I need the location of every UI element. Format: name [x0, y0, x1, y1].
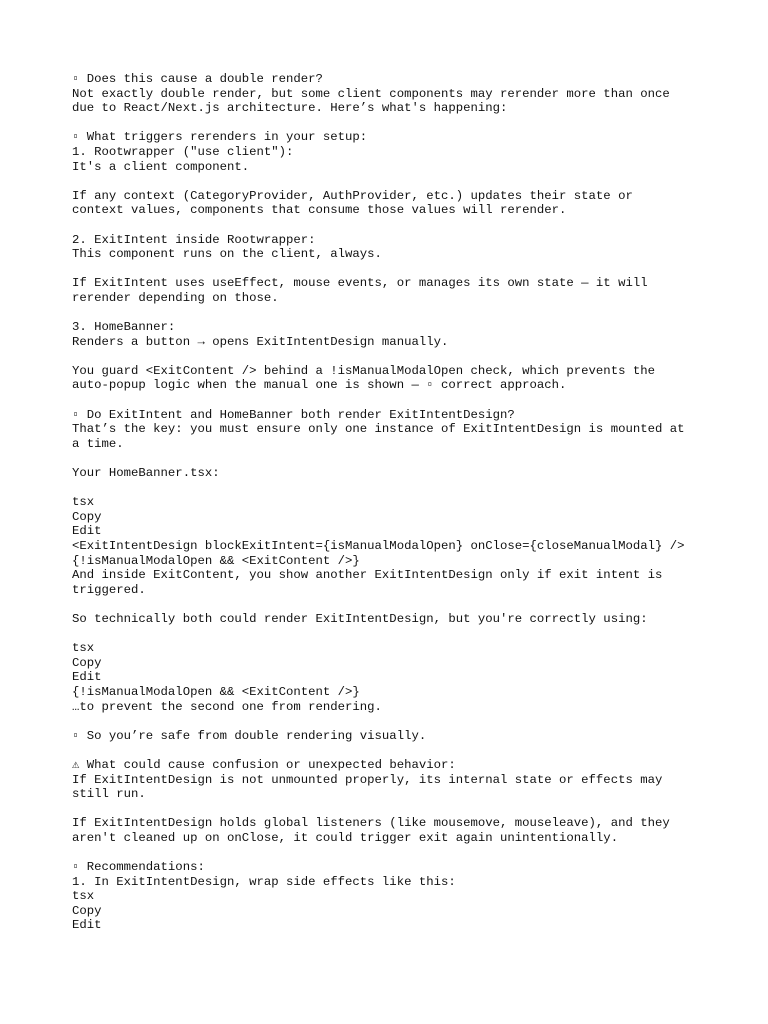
paragraph	[72, 233, 768, 262]
text-line: rerender depending on those.	[72, 290, 279, 305]
text-line: Copy	[72, 655, 102, 670]
text-line: Copy	[72, 903, 102, 918]
text-line: tsx	[72, 495, 95, 510]
text-line: Renders a button → opens ExitIntentDesign manually.	[72, 334, 449, 349]
paragraph	[72, 758, 768, 802]
text-line: If any context (CategoryProvider, AuthProvider, etc.) updates their state or	[72, 188, 633, 203]
text-line: tsx	[72, 641, 95, 656]
text-line: And inside ExitContent, you show another ExitIntentDesign only if exit intent is	[72, 568, 663, 583]
paragraph	[72, 408, 768, 452]
text-line: Edit	[72, 670, 102, 685]
text-line: a time.	[72, 436, 124, 451]
text-line: 2. ExitIntent inside Rootwrapper:	[72, 232, 316, 247]
text-line: ▫ What triggers rerenders in your setup:	[72, 130, 368, 145]
text-line: It's a client component.	[72, 159, 250, 174]
text-line: If ExitIntent uses useEffect, mouse events, or manages its own state — it will	[72, 276, 648, 291]
document-body	[72, 72, 768, 933]
text-line: triggered.	[72, 582, 146, 597]
paragraph	[72, 816, 768, 845]
text-line: ▫ Does this cause a double render?	[72, 72, 323, 86]
paragraph	[72, 364, 768, 393]
paragraph	[72, 320, 768, 349]
text-line: …to prevent the second one from rendering.	[72, 699, 382, 714]
paragraph	[72, 72, 768, 116]
text-line: ▫ Recommendations:	[72, 860, 205, 875]
text-line: ▫ Do ExitIntent and HomeBanner both render ExitIntentDesign?	[72, 407, 515, 422]
paragraph	[72, 729, 768, 744]
paragraph	[72, 641, 768, 714]
text-line: tsx	[72, 889, 95, 904]
text-line: If ExitIntentDesign holds global listeners (like mousemove, mouseleave), and they	[72, 816, 670, 831]
text-line: aren't cleaned up on onClose, it could trigger exit again unintentionally.	[72, 830, 619, 845]
text-line: Your HomeBanner.tsx:	[72, 466, 220, 481]
text-line: 1. In ExitIntentDesign, wrap side effects like this:	[72, 874, 456, 889]
text-line: Edit	[72, 524, 102, 539]
paragraph	[72, 276, 768, 305]
text-line: 3. HomeBanner:	[72, 320, 176, 335]
text-line: context values, components that consume those values will rerender.	[72, 203, 567, 218]
paragraph	[72, 189, 768, 218]
paragraph	[72, 130, 768, 174]
paragraph	[72, 466, 768, 481]
text-line: That’s the key: you must ensure only one instance of ExitIntentDesign is mounted at	[72, 422, 685, 437]
text-line: Edit	[72, 918, 102, 933]
text-line: You guard <ExitContent /> behind a !isManualModalOpen check, which prevents the	[72, 363, 655, 378]
text-line: {!isManualModalOpen && <ExitContent />}	[72, 684, 360, 699]
text-line: Not exactly double render, but some client components may rerender more than once	[72, 86, 670, 101]
text-line: Copy	[72, 509, 102, 524]
text-line: due to React/Next.js architecture. Here’s what's happening:	[72, 101, 508, 116]
text-line: <ExitIntentDesign blockExitIntent={isManualModalOpen} onClose={closeManualModal} />	[72, 539, 685, 553]
text-line: still run.	[72, 787, 146, 802]
paragraph	[72, 495, 768, 597]
text-line: {!isManualModalOpen && <ExitContent />}	[72, 553, 360, 568]
text-line: ⚠ What could cause confusion or unexpected behavior:	[72, 757, 456, 772]
text-line: 1. Rootwrapper ("use client"):	[72, 144, 294, 159]
text-line: This component runs on the client, always.	[72, 247, 382, 262]
paragraph	[72, 860, 768, 933]
paragraph	[72, 612, 768, 627]
text-line: If ExitIntentDesign is not unmounted properly, its internal state or effects may	[72, 772, 663, 787]
text-line: So technically both could render ExitIntentDesign, but you're correctly using:	[72, 611, 648, 626]
text-line: ▫ So you’re safe from double rendering visually.	[72, 728, 427, 743]
text-line: auto-popup logic when the manual one is shown — ▫ correct approach.	[72, 378, 567, 393]
